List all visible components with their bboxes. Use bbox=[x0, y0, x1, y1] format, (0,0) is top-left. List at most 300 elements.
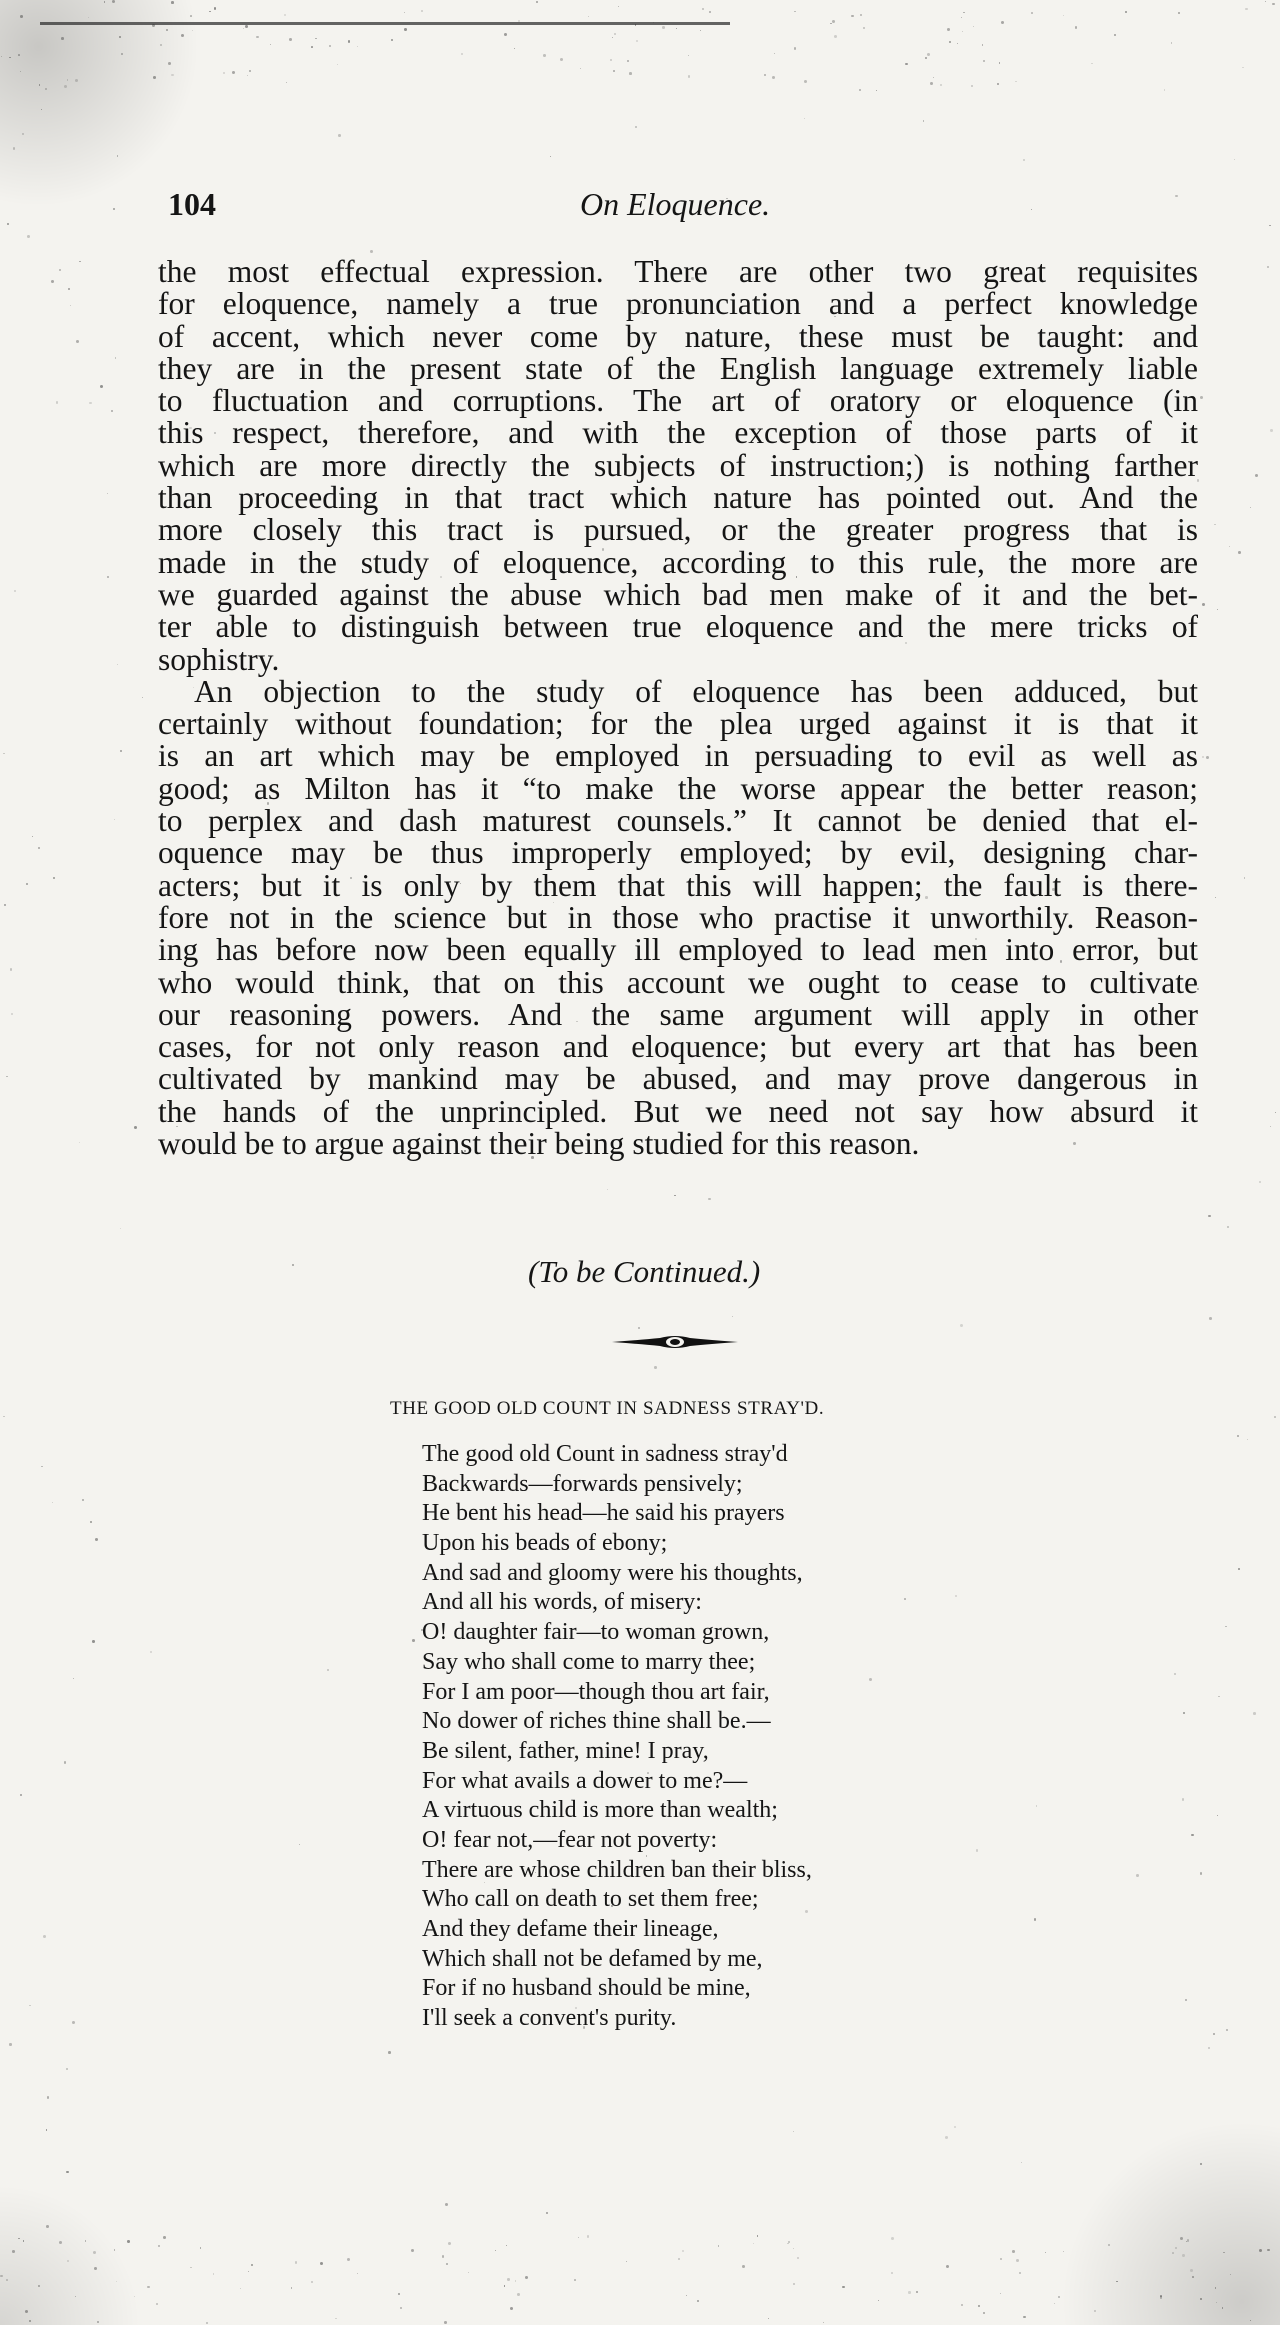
speckle bbox=[200, 2247, 202, 2249]
speckle bbox=[678, 2258, 680, 2260]
speckle bbox=[997, 83, 999, 85]
speckle bbox=[978, 2305, 980, 2307]
speckle bbox=[45, 88, 47, 90]
speckle bbox=[111, 410, 113, 412]
speckle bbox=[348, 40, 351, 43]
speckle bbox=[11, 1013, 13, 1015]
speckle bbox=[504, 2285, 506, 2287]
speckle bbox=[1234, 159, 1236, 161]
speckle bbox=[576, 1021, 578, 1023]
speckle bbox=[1267, 2249, 1270, 2252]
speckle bbox=[248, 2271, 249, 2272]
speckle bbox=[543, 54, 546, 57]
speckle bbox=[955, 1595, 957, 1597]
speckle bbox=[908, 2291, 910, 2293]
text-line: which are more directly the subjects of instruction;) is nothing farther bbox=[158, 447, 1198, 483]
speckle bbox=[742, 2265, 745, 2268]
speckle bbox=[1000, 2258, 1002, 2260]
poem-line: O! daughter fair—to woman grown, bbox=[422, 1619, 770, 1646]
speckle bbox=[245, 25, 248, 28]
speckle bbox=[863, 27, 866, 30]
speckle bbox=[1208, 2047, 1211, 2050]
speckle bbox=[335, 2318, 336, 2319]
top-rule bbox=[40, 22, 730, 25]
speckle bbox=[1250, 2320, 1251, 2321]
speckle bbox=[702, 8, 704, 10]
speckle bbox=[107, 576, 109, 578]
speckle bbox=[686, 2295, 687, 2296]
speckle bbox=[412, 1639, 415, 1642]
speckle bbox=[611, 1905, 613, 1907]
speckle bbox=[1200, 2298, 1202, 2300]
speckle bbox=[1275, 1112, 1276, 1113]
speckle bbox=[232, 71, 235, 74]
speckle bbox=[29, 2320, 31, 2322]
speckle bbox=[1192, 2276, 1194, 2278]
text-line: good; as Milton has it “to make the worse appear the better reason; bbox=[158, 770, 1198, 806]
speckle bbox=[629, 72, 632, 75]
text-line: sophistry. bbox=[158, 641, 280, 677]
speckle bbox=[190, 2267, 192, 2269]
speckle bbox=[127, 2240, 130, 2243]
speckle bbox=[1031, 209, 1032, 210]
speckle bbox=[1016, 2259, 1019, 2262]
speckle bbox=[682, 311, 684, 313]
speckle bbox=[607, 1189, 608, 1190]
speckle bbox=[93, 2251, 96, 2254]
speckle bbox=[1160, 2296, 1163, 2299]
speckle bbox=[961, 2304, 963, 2306]
speckle bbox=[26, 883, 29, 886]
speckle bbox=[983, 60, 985, 62]
speckle bbox=[973, 26, 974, 27]
speckle bbox=[115, 357, 117, 359]
speckle bbox=[64, 1761, 66, 1763]
speckle bbox=[1242, 67, 1244, 69]
speckle bbox=[41, 1466, 42, 1467]
to-be-continued-note: (To be Continued.) bbox=[528, 1254, 761, 1289]
speckle bbox=[59, 2241, 62, 2244]
speckle bbox=[1184, 629, 1187, 632]
speckle bbox=[842, 358, 845, 361]
page-number: 104 bbox=[168, 186, 216, 222]
speckle bbox=[957, 43, 958, 44]
poem-line: Backwards—forwards pensively; bbox=[422, 1470, 743, 1497]
speckle bbox=[1217, 609, 1218, 610]
speckle bbox=[525, 2276, 528, 2279]
speckle bbox=[14, 590, 16, 592]
speckle bbox=[904, 1598, 906, 1600]
poem-line: Which shall not be defamed by me, bbox=[422, 1945, 763, 1972]
speckle bbox=[627, 60, 629, 62]
speckle bbox=[121, 53, 123, 55]
speckle bbox=[68, 288, 70, 290]
speckle bbox=[1222, 2307, 1223, 2308]
text-line: for eloquence, namely a true pronunciation and a perfect knowledge bbox=[158, 286, 1198, 322]
speckle bbox=[311, 46, 313, 48]
speckle bbox=[256, 36, 258, 38]
speckle bbox=[404, 28, 407, 31]
speckle bbox=[946, 2265, 949, 2268]
speckle bbox=[119, 36, 121, 38]
speckle bbox=[446, 2263, 448, 2265]
speckle bbox=[1136, 1874, 1139, 1877]
speckle bbox=[67, 2260, 69, 2262]
speckle bbox=[1197, 988, 1199, 990]
speckle bbox=[550, 156, 551, 157]
speckle bbox=[1225, 1626, 1226, 1627]
speckle bbox=[97, 2321, 99, 2323]
speckle bbox=[18, 54, 20, 56]
speckle bbox=[768, 2318, 769, 2319]
speckle bbox=[107, 493, 109, 495]
speckle bbox=[95, 1538, 98, 1541]
speckle bbox=[1216, 2302, 1217, 2303]
speckle bbox=[12, 2250, 15, 2253]
speckle bbox=[158, 2245, 159, 2246]
speckle bbox=[1034, 1918, 1037, 1921]
speckle bbox=[560, 58, 563, 61]
speckle bbox=[1272, 3, 1275, 6]
speckle bbox=[1226, 2029, 1228, 2031]
speckle bbox=[400, 2307, 402, 2309]
speckle bbox=[732, 1316, 733, 1317]
speckle bbox=[20, 1794, 22, 1796]
speckle bbox=[983, 2312, 986, 2315]
text-line: our reasoning powers. And the same argument will apply in other bbox=[158, 996, 1198, 1032]
speckle bbox=[20, 15, 23, 18]
speckle bbox=[192, 30, 194, 32]
speckle bbox=[52, 1502, 53, 1503]
speckle bbox=[610, 59, 612, 61]
speckle bbox=[206, 2322, 208, 2324]
speckle bbox=[548, 1628, 551, 1631]
speckle bbox=[1114, 34, 1117, 37]
speckle bbox=[612, 37, 613, 38]
speckle bbox=[27, 235, 30, 238]
speckle bbox=[320, 2262, 323, 2265]
speckle bbox=[891, 2237, 894, 2240]
speckle bbox=[940, 84, 942, 86]
speckle bbox=[804, 80, 807, 83]
text-line: this respect, therefore, and with the exception of those parts of it bbox=[158, 415, 1198, 451]
speckle bbox=[830, 23, 831, 24]
speckle bbox=[1229, 546, 1231, 548]
speckle bbox=[38, 847, 40, 849]
speckle bbox=[945, 2136, 948, 2139]
speckle bbox=[1052, 888, 1055, 891]
speckle bbox=[311, 2281, 313, 2283]
speckle bbox=[1208, 1215, 1210, 1217]
text-line: than proceeding in that tract which nature has pointed out. And the bbox=[158, 480, 1198, 516]
speckle bbox=[726, 198, 727, 199]
speckle bbox=[240, 2288, 241, 2289]
speckle bbox=[10, 968, 12, 970]
speckle bbox=[3, 753, 5, 755]
speckle bbox=[39, 84, 41, 86]
speckle bbox=[578, 2237, 579, 2238]
speckle bbox=[1060, 960, 1062, 962]
speckle bbox=[614, 33, 616, 35]
speckle bbox=[1063, 2251, 1065, 2253]
speckle bbox=[794, 11, 796, 13]
speckle bbox=[73, 1678, 74, 1679]
speckle bbox=[156, 2303, 158, 2305]
speckle bbox=[925, 896, 928, 899]
speckle bbox=[495, 2250, 496, 2251]
speckle bbox=[1255, 474, 1258, 477]
speckle bbox=[930, 82, 933, 85]
speckle bbox=[1075, 26, 1078, 29]
speckle bbox=[1253, 1712, 1256, 1715]
text-line: to perplex and dash maturest counsels.” It cannot be denied that el- bbox=[158, 803, 1198, 839]
speckle bbox=[171, 74, 174, 77]
speckle bbox=[546, 2212, 548, 2214]
speckle bbox=[9, 57, 11, 59]
speckle bbox=[1227, 1226, 1229, 1228]
speckle bbox=[954, 2126, 957, 2129]
ornament-divider-icon bbox=[610, 1330, 740, 1354]
speckle bbox=[442, 2255, 445, 2258]
speckle bbox=[1200, 2163, 1202, 2165]
speckle bbox=[117, 155, 119, 157]
speckle bbox=[662, 26, 665, 29]
poem-line: For I am poor—though thou art fair, bbox=[422, 1678, 770, 1705]
speckle bbox=[286, 82, 287, 83]
speckle bbox=[13, 147, 16, 150]
speckle bbox=[247, 75, 248, 76]
speckle bbox=[1015, 81, 1017, 83]
speckle bbox=[1, 56, 2, 57]
speckle bbox=[59, 269, 61, 271]
speckle bbox=[688, 55, 689, 56]
text-line: we guarded against the abuse which bad men make of it and the bet- bbox=[158, 576, 1198, 612]
speckle bbox=[638, 1327, 640, 1329]
speckle bbox=[46, 2129, 48, 2131]
speckle bbox=[925, 57, 927, 59]
speckle bbox=[284, 14, 286, 16]
running-head: On Eloquence. bbox=[580, 186, 771, 222]
speckle bbox=[517, 2293, 520, 2296]
speckle bbox=[510, 2307, 513, 2310]
speckle bbox=[613, 70, 615, 72]
speckle bbox=[1197, 479, 1200, 482]
speckle bbox=[153, 76, 156, 79]
speckle bbox=[797, 2257, 799, 2259]
poem-line: Who call on death to set them free; bbox=[422, 1886, 759, 1913]
speckle bbox=[1175, 2247, 1177, 2249]
speckle bbox=[1215, 2287, 1216, 2288]
poem-line: There are whose children ban their bliss, bbox=[422, 1856, 812, 1883]
speckle bbox=[1206, 756, 1209, 759]
text-line: cultivated by mankind may be abused, and may prove dangerous in bbox=[158, 1061, 1198, 1097]
speckle bbox=[214, 7, 217, 10]
speckle bbox=[404, 12, 405, 13]
speckle bbox=[1171, 42, 1172, 43]
speckle bbox=[295, 2261, 298, 2264]
speckle bbox=[117, 664, 118, 665]
speckle bbox=[962, 31, 963, 32]
speckle bbox=[1091, 63, 1092, 64]
speckle bbox=[9, 2043, 11, 2045]
text-line: acters; but it is only by them that this will happen; the fault is there- bbox=[158, 867, 1198, 903]
speckle bbox=[100, 385, 103, 388]
speckle bbox=[640, 311, 643, 314]
poem-line: For what avails a dower to me?— bbox=[422, 1767, 748, 1794]
speckle bbox=[327, 1669, 329, 1671]
text-line: would be to argue against their being studied for this reason. bbox=[158, 1126, 920, 1162]
speckle bbox=[1045, 2252, 1046, 2253]
speckle bbox=[411, 2249, 414, 2252]
speckle bbox=[859, 89, 861, 91]
speckle bbox=[1187, 2239, 1189, 2241]
speckle bbox=[113, 208, 115, 210]
speckle bbox=[291, 2287, 292, 2288]
speckle bbox=[927, 53, 930, 56]
speckle bbox=[90, 1521, 92, 1523]
speckle bbox=[961, 17, 962, 18]
speckle bbox=[270, 44, 271, 45]
text-line: the hands of the unprincipled. But we need not say how absurd it bbox=[158, 1093, 1198, 1129]
speckle bbox=[1094, 2310, 1097, 2313]
speckle bbox=[75, 2296, 76, 2297]
essay-text bbox=[158, 256, 1198, 1160]
poem-line: He bent his head—he said his prayers bbox=[422, 1500, 785, 1527]
speckle bbox=[190, 15, 192, 17]
speckle bbox=[960, 1324, 963, 1327]
speckle bbox=[793, 2131, 794, 2132]
speckle bbox=[1259, 1181, 1262, 1184]
speckle bbox=[142, 697, 143, 698]
poem-verse bbox=[422, 1440, 812, 2034]
poem-line: A virtuous child is more than wealth; bbox=[422, 1797, 778, 1824]
speckle bbox=[289, 38, 292, 41]
speckle bbox=[292, 1264, 294, 1266]
speckle bbox=[1247, 1439, 1248, 1440]
speckle bbox=[1259, 2249, 1262, 2252]
speckle bbox=[329, 45, 331, 47]
speckle bbox=[1182, 2254, 1185, 2257]
text-line: more closely this tract is pursued, or the greater progress that is bbox=[158, 512, 1198, 548]
speckle bbox=[674, 1195, 675, 1196]
speckle bbox=[1174, 1673, 1176, 1675]
speckle bbox=[1213, 2033, 1216, 2036]
text-line: the most effectual expression. There are other two great requisites bbox=[158, 254, 1198, 289]
speckle bbox=[421, 10, 423, 12]
speckle bbox=[120, 1228, 121, 1229]
speckle bbox=[1230, 2274, 1231, 2275]
speckle bbox=[1183, 1712, 1185, 1714]
speckle bbox=[1200, 1872, 1203, 1875]
speckle bbox=[588, 16, 589, 17]
text-line: of accent, which never come by nature, these must be taught: and bbox=[158, 318, 1198, 354]
speckle bbox=[468, 2272, 469, 2273]
speckle bbox=[793, 2283, 795, 2285]
poem-line: I'll seek a convent's purity. bbox=[422, 2005, 677, 2032]
speckle bbox=[1200, 396, 1203, 399]
speckle bbox=[232, 396, 235, 399]
speckle bbox=[691, 277, 694, 280]
speckle bbox=[171, 1, 174, 4]
speckle bbox=[152, 24, 155, 27]
speckle bbox=[25, 2310, 28, 2313]
speckle bbox=[1001, 21, 1004, 24]
text-line: certainly without foundation; for the plea urged against it is that it bbox=[158, 706, 1198, 742]
speckle bbox=[114, 819, 115, 820]
speckle bbox=[1021, 2162, 1023, 2164]
speckle bbox=[1182, 1798, 1185, 1801]
speckle bbox=[708, 1198, 711, 1201]
speckle bbox=[461, 53, 463, 55]
speckle bbox=[580, 68, 581, 69]
speckle bbox=[6, 2279, 8, 2281]
speckle bbox=[1245, 8, 1248, 11]
speckle bbox=[804, 118, 805, 119]
speckle bbox=[56, 401, 59, 404]
speckle bbox=[299, 1844, 300, 1845]
text-line: oquence may be thus improperly employed; by evil, designing char- bbox=[158, 835, 1198, 871]
speckle bbox=[82, 1499, 84, 1501]
speckle bbox=[1023, 159, 1025, 161]
speckle bbox=[448, 2242, 451, 2245]
speckle bbox=[89, 402, 92, 405]
speckle bbox=[1269, 225, 1271, 227]
poem-line: And all his words, of misery: bbox=[422, 1589, 702, 1616]
speckle bbox=[1125, 11, 1127, 13]
speckle bbox=[120, 750, 123, 753]
speckle bbox=[1270, 1126, 1271, 1127]
speckle bbox=[635, 126, 637, 128]
speckle bbox=[1209, 1317, 1212, 1320]
speckle bbox=[876, 90, 878, 92]
poem-line: No dower of riches thine shall be.— bbox=[422, 1708, 771, 1735]
speckle bbox=[536, 1, 538, 3]
speckle bbox=[1190, 2269, 1193, 2272]
text-line: cases, for not only reason and eloquence; but every art that has been bbox=[158, 1029, 1198, 1065]
speckle bbox=[1036, 1805, 1038, 1807]
speckle bbox=[916, 2291, 918, 2293]
speckle bbox=[47, 2096, 50, 2099]
speckle bbox=[440, 576, 442, 578]
poem-line: O! fear not,—fear not poverty: bbox=[422, 1826, 718, 1853]
speckle bbox=[647, 1772, 649, 1774]
speckle bbox=[709, 11, 711, 13]
speckle bbox=[860, 14, 862, 16]
speckle bbox=[787, 2243, 789, 2245]
speckle bbox=[388, 2051, 391, 2054]
speckle bbox=[1267, 266, 1269, 268]
speckle bbox=[757, 2235, 759, 2237]
speckle bbox=[337, 64, 338, 65]
speckle bbox=[76, 340, 79, 343]
speckle bbox=[66, 2068, 68, 2070]
poem-line: And sad and gloomy were his thoughts, bbox=[422, 1559, 803, 1586]
speckle bbox=[64, 85, 67, 88]
speckle bbox=[18, 2238, 20, 2240]
speckle bbox=[587, 2235, 589, 2237]
text-line: made in the study of eloquence, according to this rule, the more are bbox=[158, 544, 1198, 580]
speckle bbox=[1012, 2250, 1015, 2253]
speckle bbox=[67, 79, 68, 80]
speckle bbox=[79, 1142, 80, 1143]
speckle bbox=[796, 576, 798, 578]
speckle bbox=[1214, 524, 1216, 526]
speckle bbox=[32, 836, 33, 837]
speckle bbox=[134, 2296, 135, 2297]
speckle bbox=[700, 30, 701, 31]
speckle bbox=[1031, 12, 1033, 14]
speckle bbox=[1019, 2272, 1021, 2274]
